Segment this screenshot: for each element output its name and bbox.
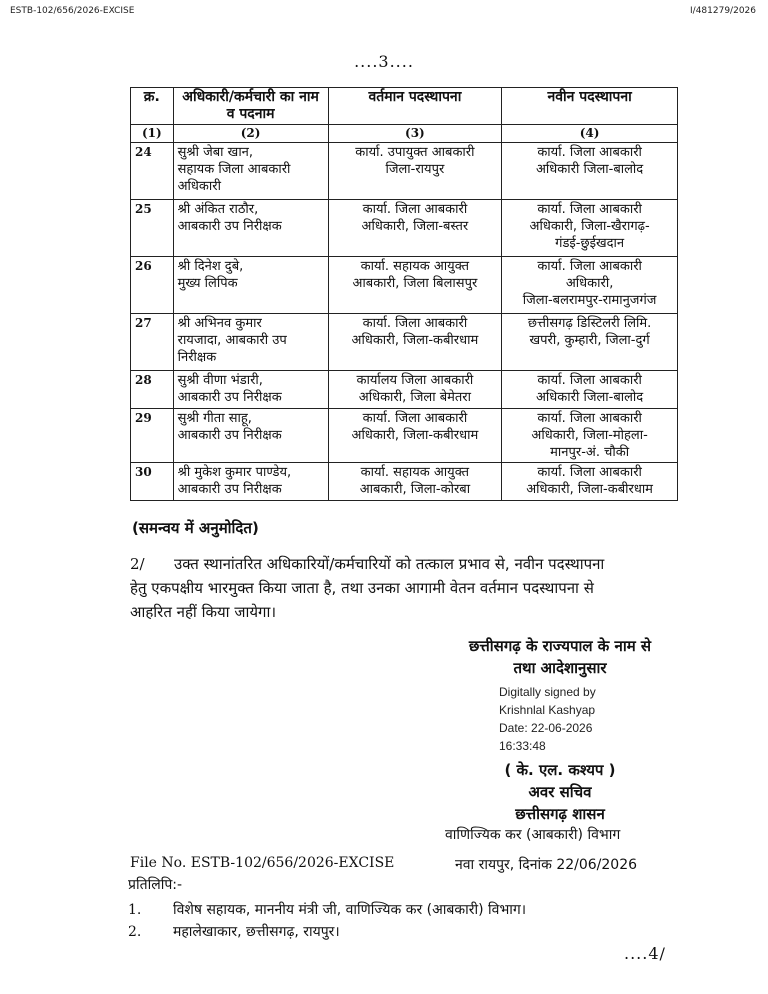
row-current-posting: कार्या. सहायक आयुक्त आबकारी, जिला-कोरबा bbox=[328, 463, 502, 501]
row-serial: 25 bbox=[131, 200, 174, 257]
table-row bbox=[131, 200, 678, 257]
table-row bbox=[131, 371, 678, 409]
signature-line-1: छत्तीसगढ़ के राज्यपाल के नाम से bbox=[468, 637, 652, 655]
signatory-department: वाणिज्यिक कर (आबकारी) विभाग bbox=[445, 827, 621, 843]
row-serial: 27 bbox=[131, 314, 174, 371]
row-current-posting: कार्या. जिला आबकारी अधिकारी, जिला-बस्तर bbox=[328, 200, 502, 257]
row-new-posting: कार्या. जिला आबकारी अधिकारी, जिला-कबीरधाम bbox=[502, 463, 678, 501]
paragraph-line: हेतु एकपक्षीय भारमुक्त किया जाता है, तथा उनका आगामी वेतन वर्तमान पदस्थापना से bbox=[130, 579, 594, 597]
row-serial: 26 bbox=[131, 257, 174, 314]
header-left-reference: ESTB-102/656/2026-EXCISE bbox=[10, 6, 135, 16]
copy-label: प्रतिलिपि:- bbox=[128, 877, 183, 893]
row-new-posting: कार्या. जिला आबकारी अधिकारी जिला-बालोद bbox=[502, 371, 678, 409]
row-new-posting: कार्या. जिला आबकारी अधिकारी, जिला-मोहला- मानपुर-अं. चौकी bbox=[502, 409, 678, 463]
order-paragraph bbox=[130, 552, 675, 624]
row-serial: 24 bbox=[131, 143, 174, 200]
col-number: (4) bbox=[502, 125, 678, 143]
row-serial: 30 bbox=[131, 463, 174, 501]
row-new-posting: कार्या. जिला आबकारी अधिकारी, जिला-खैरागढ़- गंडई-छुईखदान bbox=[502, 200, 678, 257]
column-number-row bbox=[131, 125, 678, 143]
row-new-posting: कार्या. जिला आबकारी अधिकारी, जिला-बलरामपुर-रामानुजगंज bbox=[502, 257, 678, 314]
header-new-posting: नवीन पदस्थापना bbox=[502, 88, 678, 125]
row-name: श्री अभिनव कुमार रायजादा, आबकारी उप निरीक्षक bbox=[173, 314, 328, 371]
row-current-posting: कार्या. जिला आबकारी अधिकारी, जिला-कबीरधाम bbox=[328, 314, 502, 371]
paragraph-number: 2/ bbox=[130, 555, 145, 573]
row-name: सुश्री वीणा भंडारी, आबकारी उप निरीक्षक bbox=[173, 371, 328, 409]
copy-item-number: 1. bbox=[128, 902, 142, 918]
digital-signature-line: Date: 22-06-2026 bbox=[499, 721, 593, 735]
table-row bbox=[131, 143, 678, 200]
copy-item-number: 2. bbox=[128, 924, 142, 940]
col-number: (1) bbox=[131, 125, 174, 143]
row-current-posting: कार्या. उपायुक्त आबकारी जिला-रायपुर bbox=[328, 143, 502, 200]
copy-item-text: विशेष सहायक, माननीय मंत्री जी, वाणिज्यिक कर (आबकारी) विभाग। bbox=[173, 902, 527, 918]
file-number: File No. ESTB-102/656/2026-EXCISE bbox=[130, 855, 395, 871]
header-current-posting: वर्तमान पदस्थापना bbox=[328, 88, 502, 125]
signature-line-2: तथा आदेशानुसार bbox=[513, 659, 607, 677]
digital-signature-line: Krishnlal Kashyap bbox=[499, 703, 596, 717]
paragraph-line: उक्त स्थानांतरित अधिकारियों/कर्मचारियों को तत्काल प्रभाव से, नवीन पदस्थापना bbox=[174, 555, 605, 573]
header-right-reference: I/481279/2026 bbox=[690, 6, 756, 16]
signatory-designation: अवर सचिव bbox=[528, 783, 592, 801]
table-row bbox=[131, 314, 678, 371]
row-new-posting: छत्तीसगढ़ डिस्टिलरी लिमि. खपरी, कुम्हारी, जिला-दुर्ग bbox=[502, 314, 678, 371]
row-current-posting: कार्या. सहायक आयुक्त आबकारी, जिला बिलासपुर bbox=[328, 257, 502, 314]
next-page-marker: ....4/ bbox=[624, 944, 666, 963]
paragraph-line: आहरित नहीं किया जायेगा। bbox=[130, 603, 277, 621]
row-name: श्री मुकेश कुमार पाण्डेय, आबकारी उप निरीक्षक bbox=[173, 463, 328, 501]
col-number: (2) bbox=[173, 125, 328, 143]
table-header-row bbox=[131, 88, 678, 125]
signatory-name: ( के. एल. कश्यप ) bbox=[504, 761, 616, 779]
signatory-government: छत्तीसगढ़ शासन bbox=[515, 805, 605, 823]
col-number: (3) bbox=[328, 125, 502, 143]
header-serial: क्र. bbox=[131, 88, 174, 125]
row-name: श्री अंकित राठौर, आबकारी उप निरीक्षक bbox=[173, 200, 328, 257]
copy-list-item bbox=[128, 900, 526, 919]
row-current-posting: कार्यालय जिला आबकारी अधिकारी, जिला बेमेतरा bbox=[328, 371, 502, 409]
row-new-posting: कार्या. जिला आबकारी अधिकारी जिला-बालोद bbox=[502, 143, 678, 200]
approval-note: (समन्वय में अनुमोदित) bbox=[132, 519, 259, 537]
page-marker: ....3.... bbox=[354, 52, 414, 71]
row-name: श्री दिनेश दुबे, मुख्य लिपिक bbox=[173, 257, 328, 314]
table-row bbox=[131, 463, 678, 501]
row-name: सुश्री गीता साहू, आबकारी उप निरीक्षक bbox=[173, 409, 328, 463]
row-name: सुश्री जेबा खान, सहायक जिला आबकारी अधिकारी bbox=[173, 143, 328, 200]
row-serial: 29 bbox=[131, 409, 174, 463]
header-name: अधिकारी/कर्मचारी का नाम व पदनाम bbox=[173, 88, 328, 125]
transfer-table bbox=[130, 87, 678, 501]
copy-item-text: महालेखाकार, छत्तीसगढ़, रायपुर। bbox=[173, 924, 340, 940]
digital-signature-block bbox=[499, 683, 596, 755]
table-row bbox=[131, 409, 678, 463]
digital-signature-line: 16:33:48 bbox=[499, 739, 546, 753]
place-date: नवा रायपुर, दिनांक 22/06/2026 bbox=[455, 857, 638, 873]
table-row bbox=[131, 257, 678, 314]
copy-list-item bbox=[128, 922, 340, 941]
row-serial: 28 bbox=[131, 371, 174, 409]
digital-signature-line: Digitally signed by bbox=[499, 685, 596, 699]
row-current-posting: कार्या. जिला आबकारी अधिकारी, जिला-कबीरधाम bbox=[328, 409, 502, 463]
